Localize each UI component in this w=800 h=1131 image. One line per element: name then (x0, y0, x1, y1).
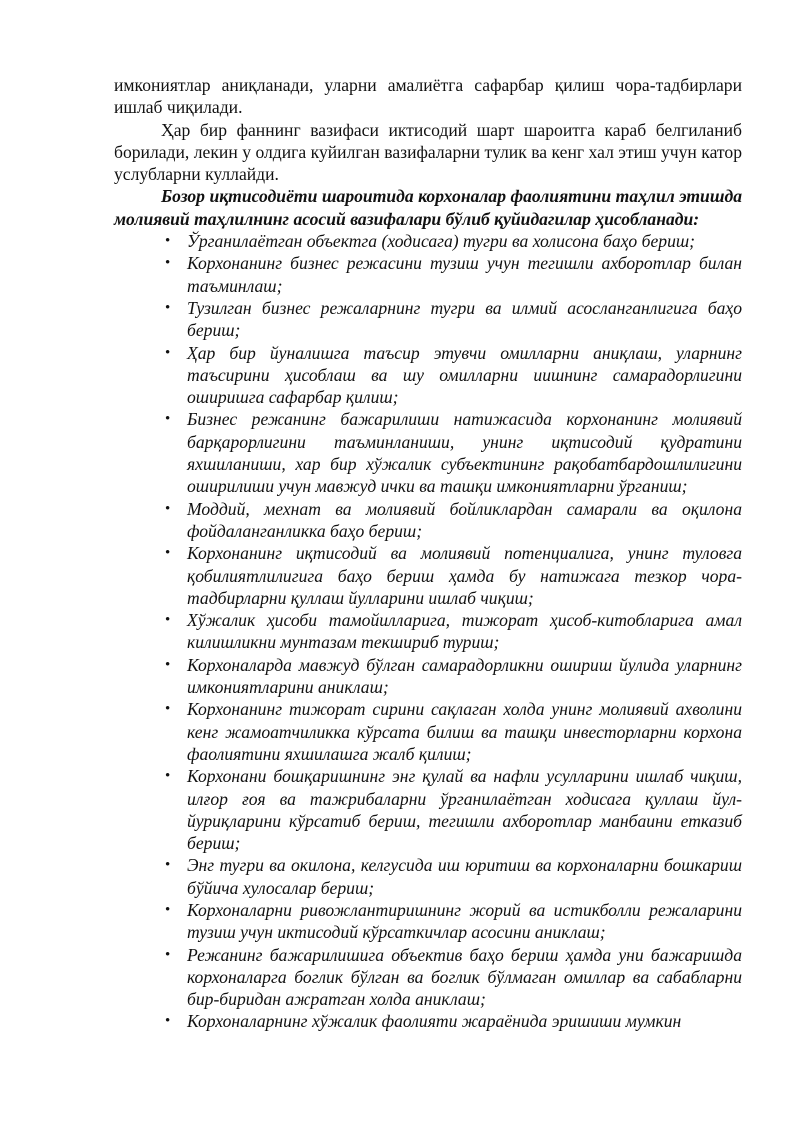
bullet-icon: • (165, 411, 171, 428)
list-item (114, 230, 742, 252)
list-item (114, 252, 742, 297)
bullet-icon: • (165, 545, 171, 562)
list-item-text: Корхонани бошқаришнинг энг қулай ва нафли усулларини ишлаб чиқиш, илғор ғоя ва тажрибаларни ўрганилаётган ходисага қуллаш йул-йуриқларини кўрсатиб бериш, тегишли ахборотлар манбаини етказиб бериш; (187, 766, 742, 854)
list-item-text: Корхоналарнинг хўжалик фаолияти жараёнида эришиши мумкин (187, 1011, 682, 1032)
bullet-icon: • (165, 255, 171, 272)
list-item (114, 609, 742, 654)
list-item-text: Тузилган бизнес режаларнинг тугри ва илмий асосланганлигига баҳо бериш; (187, 297, 742, 341)
list-item (114, 654, 742, 699)
list-item (114, 408, 742, 497)
paragraph-methods: Ҳар бир фаннинг вазифаси иктисодий шарт шароитга караб белгиланиб борилади, лекин у олдига куйилган вазифаларни тулик ва кенг хал этиш учун катор услубларни куллайди. (114, 119, 742, 185)
list-item-text: Хўжалик ҳисоби тамойилларига, тижорат ҳисоб-китобларига амал килишликни мунтазам текшириб туриш; (187, 610, 742, 653)
list-item-text: Корхоналарни ривожлантиришнинг жорий ва истикболли режаларини тузиш учун иктисодий кўрсаткичлар асосини аниклаш; (187, 899, 742, 943)
list-item-text: Моддий, мехнат ва молиявий бойликлардан самарали ва оқилона фойдаланганликка баҳо бериш; (187, 498, 742, 541)
bullet-icon: • (165, 344, 171, 361)
bullet-icon: • (165, 612, 171, 629)
list-item-text: Корхоналарда мавжуд бўлган самарадорликни ошириш йулида уларнинг имкониятларини аниклаш; (187, 654, 742, 698)
bullet-icon: • (165, 946, 171, 963)
document-page (114, 74, 742, 1033)
list-item (114, 765, 742, 854)
list-item-text: Бизнес режанинг бажарилиши натижасида корхонанинг молиявий барқарорлигини таъминланиши, унинг иқтисодий қудратини яхшиланиши, хар бир хўжалик субъектининг рақобатбардошлилигини оширилиши учун мавжуд ички ва ташқи имкониятларни ўрганиш; (187, 409, 742, 497)
bullet-icon: • (165, 701, 171, 718)
list-item (114, 1010, 742, 1032)
bullet-icon: • (165, 656, 171, 673)
list-item-text: Энг тугри ва окилона, келгусида иш юритиш ва корхоналарни бошкариш бўйича хулосалар бериш; (187, 855, 742, 898)
list-item (114, 698, 742, 765)
bullet-icon: • (165, 299, 171, 316)
bullet-icon: • (165, 1013, 171, 1030)
list-item-text: Корхонанинг иқтисодий ва молиявий потенциалига, унинг туловга қобилиятлилигига баҳо бериш ҳамда бу натижага тезкор чора-тадбирларни қуллаш йулларини ишлаб чиқиш; (187, 543, 742, 608)
list-item (114, 297, 742, 342)
list-item-text: Режанинг бажарилишига объектив баҳо бериш ҳамда уни бажаришда корхоналарга боглик бўлган ва боглик бўлмаган омиллар ва сабабларни бир-биридан ажратган холда аниклаш; (187, 944, 742, 1010)
list-item (114, 854, 742, 899)
list-item (114, 899, 742, 944)
bullet-icon: • (165, 857, 171, 874)
list-item-text: Ўрганилаётган объектга (ходисага) тугри ва холисона баҳо бериш; (187, 231, 696, 252)
bullet-icon: • (165, 500, 171, 517)
list-item-text: Корхонанинг тижорат сирини сақлаган холда унинг молиявий ахволини кенг жамоатчиликка кўрсата билиш ва ташқи инвесторларни корхона фаолиятини яхшилашга жалб қилиш; (187, 699, 742, 764)
section-heading: Бозор иқтисодиёти шароитида корхоналар фаолиятини таҳлил этишда молиявий таҳлилнинг асосий вазифалари бўлиб қуйидагилар ҳисобланади: (114, 186, 742, 229)
bullet-icon: • (165, 901, 171, 918)
list-item (114, 944, 742, 1011)
list-item (114, 342, 742, 409)
list-item-text: Ҳар бир йуналишга таъсир этувчи омилларни аниқлаш, уларнинг таъсирини ҳисоблаш ва шу омилларни иишнинг самарадорлигини оширишга сафарбар қилиш; (187, 342, 742, 408)
list-item-text: Корхонанинг бизнес режасини тузиш учун тегишли ахборотлар билан таъминлаш; (187, 253, 742, 296)
paragraph-continuation: имкониятлар аниқланади, уларни амалиётга сафарбар қилиш чора-тадбирлари ишлаб чиқилади. (114, 75, 742, 118)
list-item (114, 542, 742, 609)
tasks-list (114, 230, 742, 1033)
list-item (114, 498, 742, 543)
bullet-icon: • (165, 233, 171, 250)
bullet-icon: • (165, 768, 171, 785)
